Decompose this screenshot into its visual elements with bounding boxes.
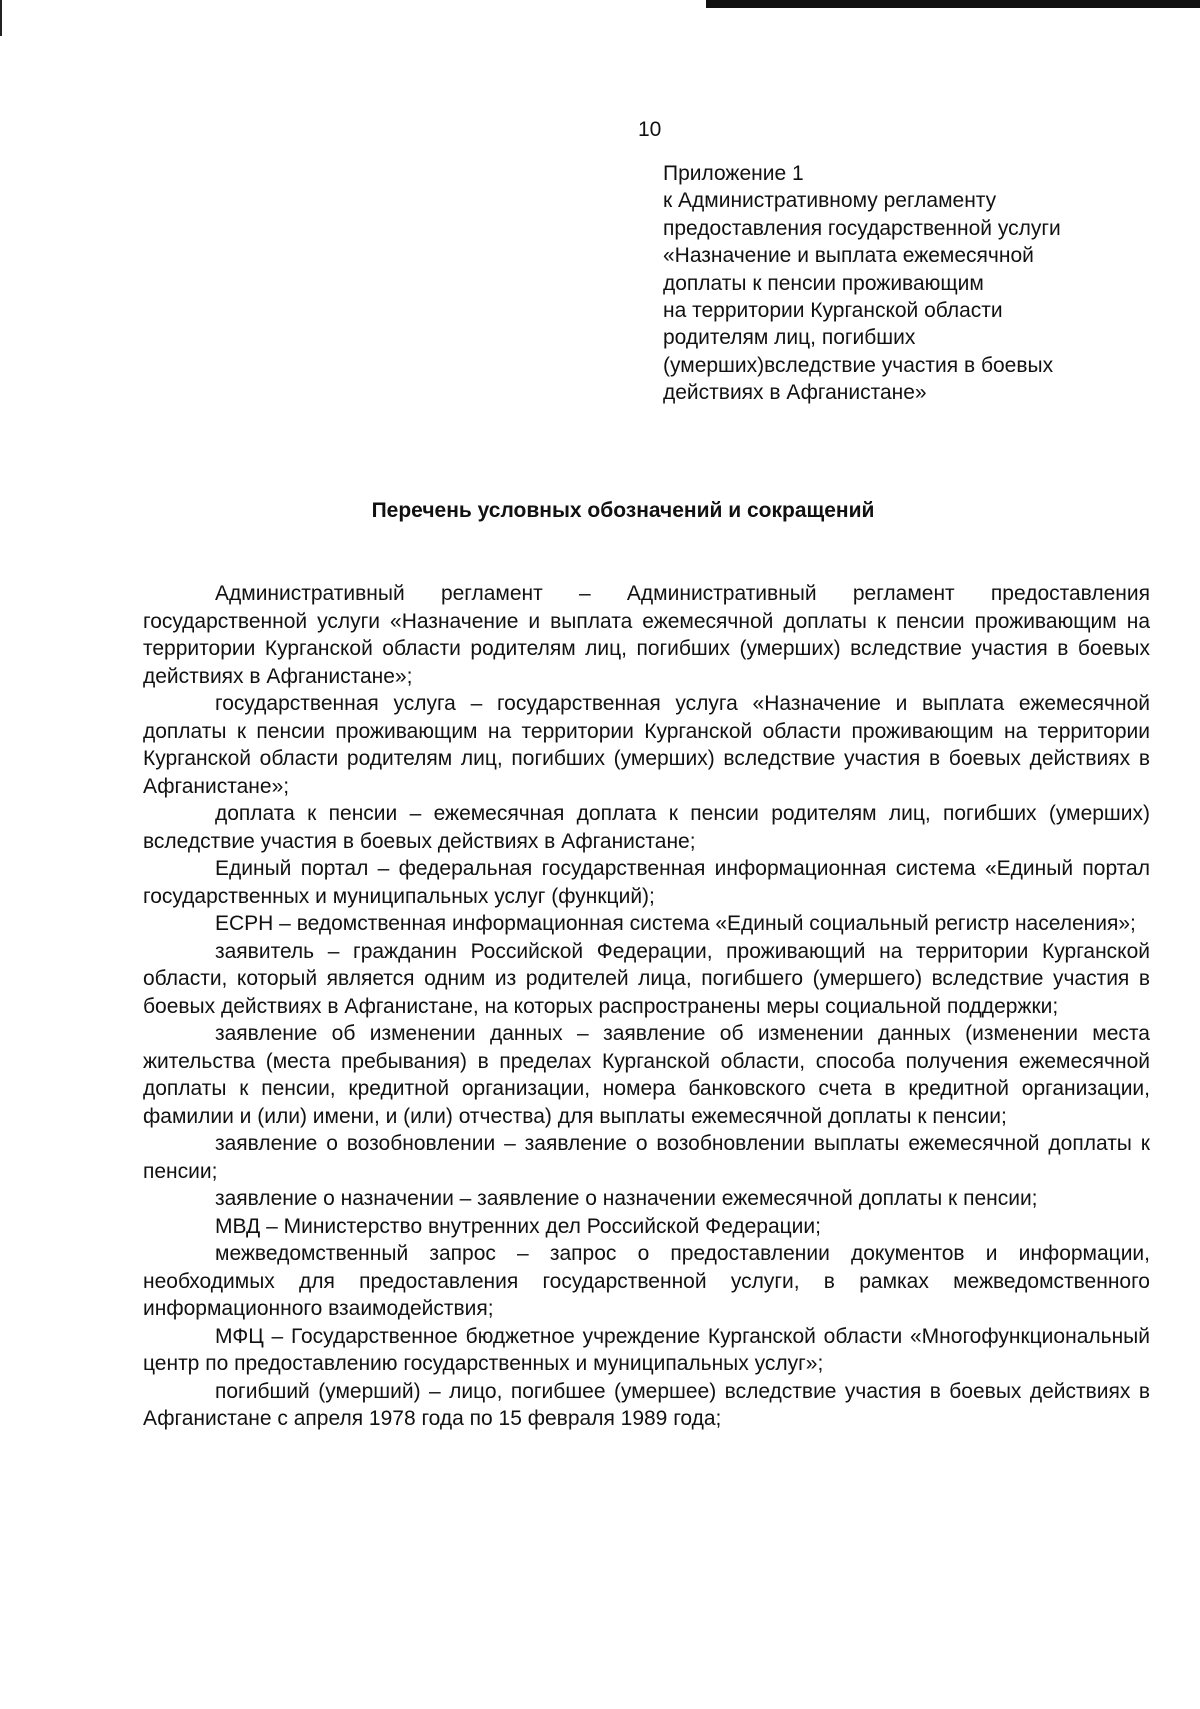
appendix-header <box>663 160 1143 407</box>
definition-paragraph: МВД – Министерство внутренних дел Российской Федерации; <box>215 1214 821 1238</box>
appendix-line: Приложение 1 <box>663 162 804 185</box>
definitions-list <box>143 580 1150 1433</box>
definition-paragraph: межведомственный запрос – запрос о предоставлении документов и информации, необходимых для предоставления государственной услуги, в рамках межведомственного информационного взаимодействия; <box>143 1242 1150 1320</box>
appendix-line: действиях в Афганистане» <box>663 381 927 405</box>
definition-paragraph: МФЦ – Государственное бюджетное учреждение Курганской области «Многофункциональный центр по предоставлению государственных и муниципальных услуг»; <box>143 1324 1150 1375</box>
definition-paragraph: заявитель – гражданин Российской Федерации, проживающий на территории Курганской области, который является одним из родителей лица, погибшего (умершего) вследствие участия в боевых действиях в Афганистане, на которых распространены меры социальной поддержки; <box>143 939 1150 1018</box>
definition-paragraph: заявление о назначении – заявление о назначении ежемесячной доплаты к пенсии; <box>215 1187 1038 1210</box>
appendix-line: к Административному регламенту <box>663 189 997 213</box>
page-number: 10 <box>638 118 662 141</box>
definition-paragraph: заявление об изменении данных – заявление об изменении данных (изменении места жительства (места пребывания) в пределах Курганской области, способа получения ежемесячной доплаты к пенсии, кредитной организации, номера банковского счета в кредитной организации, фамилии и (или) имени, и (или) отчества) для выплаты ежемесячной доплаты к пенсии; <box>143 1022 1150 1128</box>
scan-edge-left <box>0 0 2 36</box>
appendix-line: доплаты к пенсии проживающим <box>663 271 984 295</box>
definition-paragraph: погибший (умерший) – лицо, погибшее (умершее) вследствие участия в боевых действиях в Афганистане с апреля 1978 года по 15 февраля 1989 года; <box>143 1379 1150 1430</box>
appendix-line: родителям лиц, погибших <box>663 326 916 350</box>
definition-paragraph: Единый портал – федеральная государственная информационная система «Единый портал государственных и муниципальных услуг (функций); <box>143 857 1150 908</box>
definition-paragraph: заявление о возобновлении – заявление о возобновлении выплаты ежемесячной доплаты к пенсии; <box>143 1132 1150 1183</box>
document-title: Перечень условных обозначений и сокращений <box>371 499 875 522</box>
definition-paragraph: доплата к пенсии – ежемесячная доплата к пенсии родителям лиц, погибших (умерших) вследствие участия в боевых действиях в Афганистане; <box>143 802 1150 853</box>
appendix-line: на территории Курганской области <box>663 299 1003 323</box>
appendix-line: предоставления государственной услуги <box>663 216 1061 240</box>
scan-edge-top <box>706 0 1200 8</box>
definition-paragraph: Административный регламент – Административный регламент предоставления государственной услуги «Назначение и выплата ежемесячной доплаты к пенсии проживающим на территории Курганской области родителям лиц, погибших (умерших) вследствие участия в боевых действиях в Афганистане»; <box>143 582 1150 688</box>
definition-paragraph: государственная услуга – государственная услуга «Назначение и выплата ежемесячной доплаты к пенсии проживающим на территории Курганской области проживающим на территории Курганской области родителям лиц, погибших (умерших) вследствие участия в боевых действиях в Афганистане»; <box>143 692 1150 798</box>
appendix-line: «Назначение и выплата ежемесячной <box>663 244 1034 268</box>
definition-paragraph: ЕСРН – ведомственная информационная система «Единый социальный регистр населения»; <box>215 912 1136 935</box>
appendix-line: (умерших)вследствие участия в боевых <box>663 353 1054 377</box>
